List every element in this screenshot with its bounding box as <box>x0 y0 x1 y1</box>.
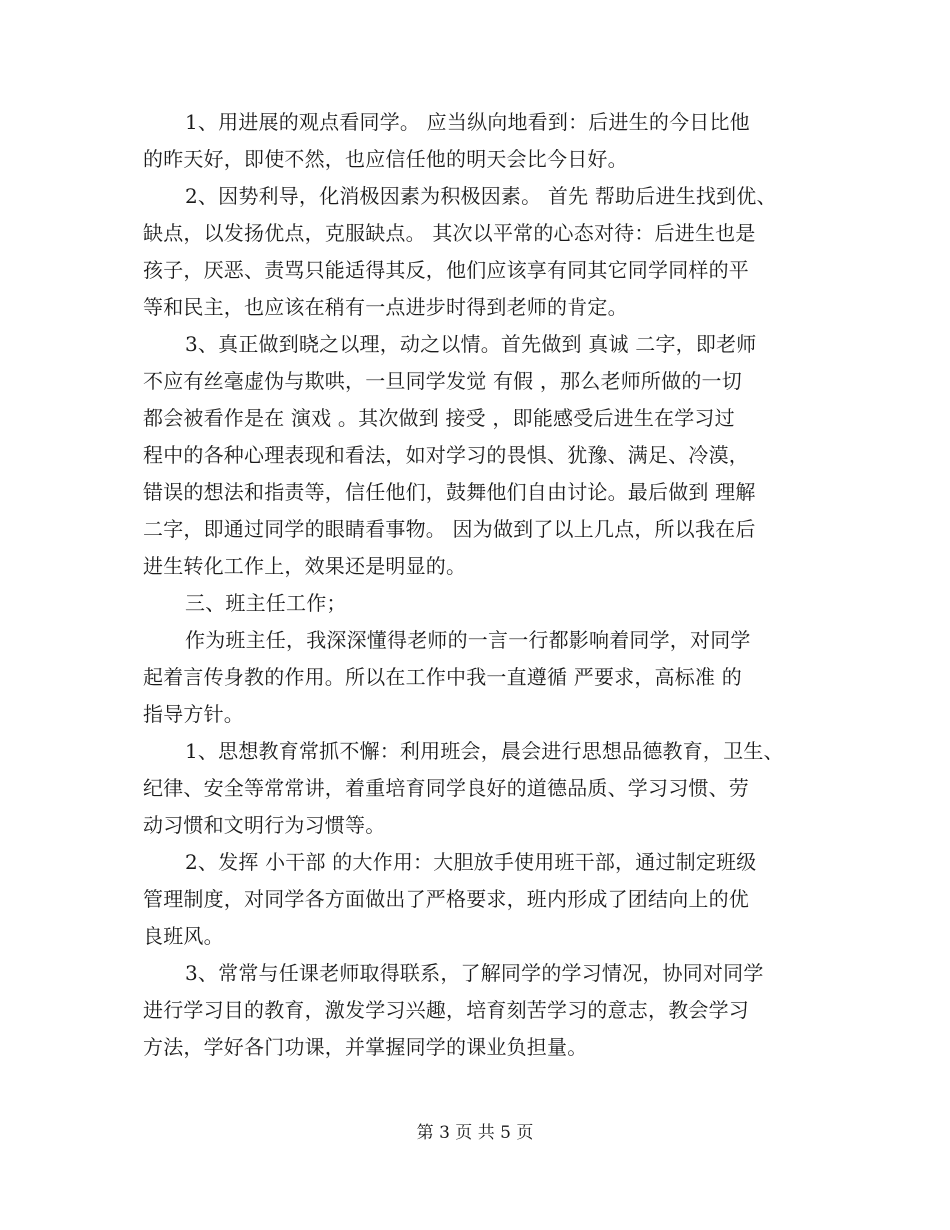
text-line: 纪律、安全等常常讲，着重培育同学良好的道德品质、学习习惯、劳 <box>143 776 749 800</box>
text-line: 不应有丝毫虚伪与欺哄，一旦同学发觉 有假 ，那么老师所做的一切 <box>143 369 742 393</box>
text-line: 良班风。 <box>143 924 224 948</box>
text-line: 起着言传身教的作用。所以在工作中我一直遵循 严要求，高标准 的 <box>143 665 742 689</box>
text-line: 2、因势利导，化消极因素为积极因素。 首先 帮助后进生找到优、 <box>185 184 777 208</box>
text-line: 指导方针。 <box>143 702 244 726</box>
text-line: 都会被看作是在 演戏 。其次做到 接受 ，即能感受后进生在学习过 <box>143 406 735 430</box>
text-line: 进生转化工作上，效果还是明显的。 <box>143 554 467 578</box>
text-line: 的昨天好，即使不然，也应信任他的明天会比今日好。 <box>143 147 628 171</box>
text-line: 方法，学好各门功课，并掌握同学的课业负担量。 <box>143 1035 588 1059</box>
text-line: 1、思想教育常抓不懈：利用班会，晨会进行思想品德教育，卫生、 <box>185 739 784 763</box>
text-line: 进行学习目的教育，激发学习兴趣，培育刻苦学习的意志，教会学习 <box>143 998 749 1022</box>
text-line: 3、真正做到晓之以理，动之以情。首先做到 真诚 二字，即老师 <box>185 332 757 356</box>
text-line: 程中的各种心理表现和看法，如对学习的畏惧、犹豫、满足、冷漠， <box>143 443 749 467</box>
text-line: 作为班主任，我深深懂得老师的一言一行都影响着同学，对同学 <box>185 628 751 652</box>
text-line: 错误的想法和指责等，信任他们，鼓舞他们自由讨论。最后做到 理解 <box>143 480 756 504</box>
text-line: 3、常常与任课老师取得联系，了解同学的学习情况，协同对同学 <box>185 961 764 985</box>
text-line: 动习惯和文明行为习惯等。 <box>143 813 386 837</box>
text-line: 管理制度，对同学各方面做出了严格要求，班内形成了团结向上的优 <box>143 887 749 911</box>
text-line: 二字，即通过同学的眼睛看事物。 因为做到了以上几点，所以我在后 <box>143 517 756 541</box>
text-line: 缺点，以发扬优点，克服缺点。 其次以平常的心态对待：后进生也是 <box>143 221 756 245</box>
body-text <box>143 104 833 1066</box>
text-line: 1、用进展的观点看同学。 应当纵向地看到：后进生的今日比他 <box>185 110 750 134</box>
page-number: 第 3 页 共 5 页 <box>416 1123 534 1143</box>
text-line: 等和民主，也应该在稍有一点进步时得到老师的肯定。 <box>143 295 628 319</box>
section-heading: 三、班主任工作； <box>185 591 347 615</box>
text-line: 孩子，厌恶、责骂只能适得其反，他们应该享有同其它同学同样的平 <box>143 258 749 282</box>
text-line: 2、发挥 小干部 的大作用：大胆放手使用班干部，通过制定班级 <box>185 850 757 874</box>
